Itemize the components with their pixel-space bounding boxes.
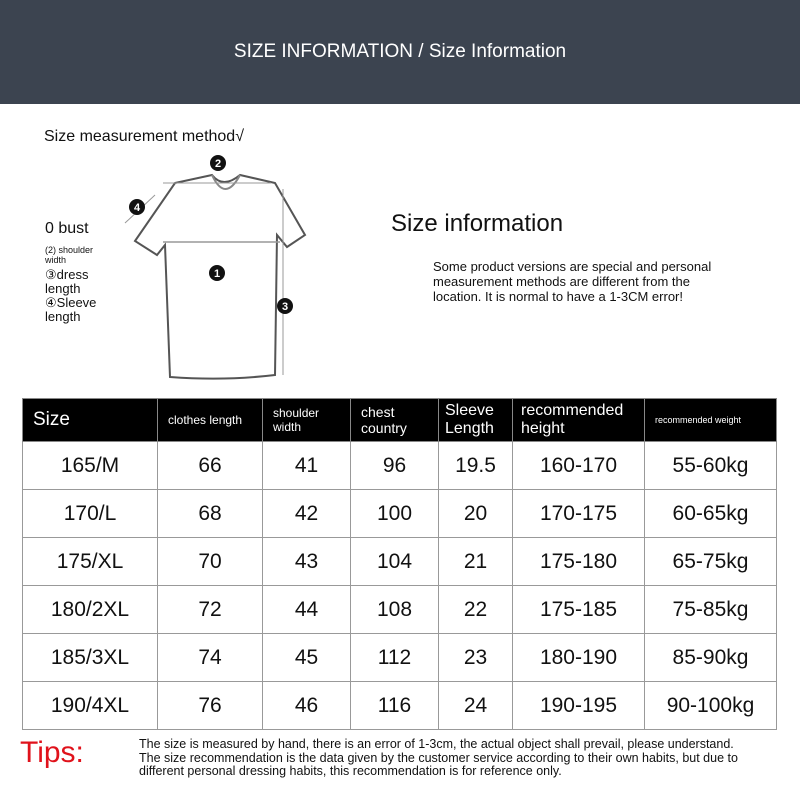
method-title: Size measurement method√ <box>44 128 244 145</box>
svg-text:2: 2 <box>214 158 222 170</box>
size-table <box>22 398 777 730</box>
table-cell: 170/L <box>23 490 158 538</box>
table-cell: 76 <box>158 682 263 730</box>
marker-1 <box>209 265 225 281</box>
size-info-title: Size information <box>391 210 564 237</box>
table-row <box>23 586 777 634</box>
table-cell: 74 <box>158 634 263 682</box>
marker-3 <box>277 298 293 314</box>
table-cell: 90-100kg <box>645 682 777 730</box>
header-clothes-length: clothes length <box>158 399 263 442</box>
sleeve-length-label: ④Sleeve length <box>45 295 97 324</box>
header-recommended-weight: recommended weight <box>645 399 777 442</box>
table-cell: 180-190 <box>513 634 645 682</box>
table-cell: 165/M <box>23 442 158 490</box>
svg-text:1: 1 <box>213 268 221 280</box>
table-cell: 46 <box>263 682 351 730</box>
tips-text: The size is measured by hand, there is an error of 1-3cm, the actual object shall prevail, please understand. The size recommendation is the data given by the customer service according to their own habits, but due to different personal dressing habits, this recommendation is for reference only. <box>139 737 738 778</box>
table-cell: 41 <box>263 442 351 490</box>
table-cell: 85-90kg <box>645 634 777 682</box>
table-cell: 104 <box>351 538 439 586</box>
svg-text:3: 3 <box>281 301 289 313</box>
header-chest: chest country <box>351 399 439 442</box>
table-cell: 44 <box>263 586 351 634</box>
table-cell: 190-195 <box>513 682 645 730</box>
table-row <box>23 442 777 490</box>
table-cell: 190/4XL <box>23 682 158 730</box>
marker-2 <box>210 155 226 171</box>
table-cell: 112 <box>351 634 439 682</box>
tips-label: Tips: <box>20 736 84 769</box>
table-cell: 60-65kg <box>645 490 777 538</box>
header-sleeve-length: Sleeve Length <box>439 399 513 442</box>
table-cell: 175/XL <box>23 538 158 586</box>
tshirt-diagram <box>115 145 315 390</box>
svg-text:4: 4 <box>133 202 141 214</box>
size-info-note: Some product versions are special and personal measurement methods are different from the location. It is normal to have a 1-3CM error! <box>433 259 712 304</box>
shoulder-label: (2) shoulder width <box>45 245 94 265</box>
table-cell: 45 <box>263 634 351 682</box>
table-cell: 22 <box>439 586 513 634</box>
table-cell: 116 <box>351 682 439 730</box>
table-cell: 72 <box>158 586 263 634</box>
table-row <box>23 490 777 538</box>
table-cell: 75-85kg <box>645 586 777 634</box>
table-cell: 43 <box>263 538 351 586</box>
table-cell: 55-60kg <box>645 442 777 490</box>
header-recommended-height: recommended height <box>513 399 645 442</box>
table-cell: 19.5 <box>439 442 513 490</box>
header-banner <box>0 0 800 104</box>
table-cell: 170-175 <box>513 490 645 538</box>
banner-title: SIZE INFORMATION / Size Information <box>233 41 567 62</box>
table-cell: 21 <box>439 538 513 586</box>
header-size: Size <box>23 399 158 442</box>
table-cell: 175-180 <box>513 538 645 586</box>
table-cell: 108 <box>351 586 439 634</box>
table-cell: 24 <box>439 682 513 730</box>
table-cell: 70 <box>158 538 263 586</box>
table-cell: 180/2XL <box>23 586 158 634</box>
table-cell: 175-185 <box>513 586 645 634</box>
header-shoulder-width: shoulder width <box>263 399 351 442</box>
bust-label: 0 bust <box>45 220 89 237</box>
table-cell: 185/3XL <box>23 634 158 682</box>
table-cell: 23 <box>439 634 513 682</box>
table-cell: 65-75kg <box>645 538 777 586</box>
marker-4 <box>129 199 145 215</box>
table-row <box>23 634 777 682</box>
table-cell: 20 <box>439 490 513 538</box>
dress-length-label: ③dress length <box>45 267 89 296</box>
table-cell: 160-170 <box>513 442 645 490</box>
table-cell: 66 <box>158 442 263 490</box>
table-cell: 42 <box>263 490 351 538</box>
table-cell: 100 <box>351 490 439 538</box>
table-row <box>23 682 777 730</box>
table-cell: 68 <box>158 490 263 538</box>
table-cell: 96 <box>351 442 439 490</box>
table-row <box>23 538 777 586</box>
